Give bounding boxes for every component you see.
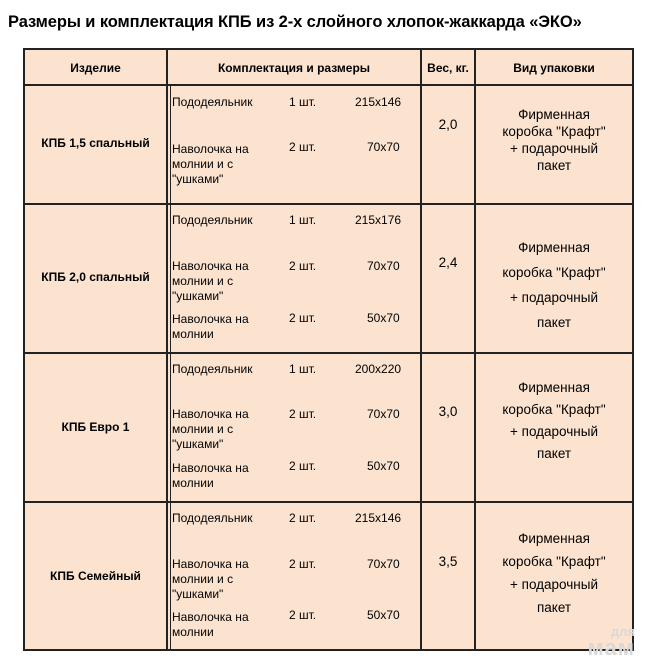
item-qty: 2 шт.: [289, 608, 317, 622]
pack-line: пакет: [536, 315, 572, 330]
kit-table: [23, 48, 634, 651]
item-name: Пододеяльник: [172, 213, 253, 227]
pack-line: пакет: [536, 446, 572, 461]
item-qty: 1 шт.: [289, 95, 317, 109]
row-weight: 2,4: [438, 255, 458, 270]
item-qty: 2 шт.: [289, 140, 317, 154]
item-name: Наволочка на молнии: [172, 312, 249, 341]
pack-line: + подарочный: [510, 424, 598, 439]
row-pack: [476, 106, 632, 174]
item-qty: 1 шт.: [289, 213, 317, 227]
header-weight: Вес, кг.: [427, 61, 469, 75]
item-qty: 2 шт.: [289, 259, 317, 273]
item-name: Наволочка на молнии и с "ушками": [172, 407, 249, 451]
row-pack: [476, 377, 632, 465]
item-qty: 1 шт.: [289, 362, 317, 376]
row-pack: [476, 527, 632, 619]
pack-line: коробка "Крафт": [502, 554, 606, 569]
pack-line: пакет: [536, 158, 572, 173]
row-product: КПБ Семейный: [50, 569, 141, 583]
item-name: Наволочка на молнии: [172, 461, 249, 490]
item-size: 215x146: [355, 511, 402, 525]
pack-line: Фирменная: [518, 107, 590, 122]
header-kit: Комплектация и размеры: [217, 61, 371, 75]
item-name: Пододеяльник: [172, 95, 253, 109]
item-size: 215x146: [355, 95, 402, 109]
watermark-logo: [587, 624, 636, 660]
pack-line: Фирменная: [518, 240, 590, 255]
page-title: Размеры и комплектация КПБ из 2-х слойного хлопок-жаккарда «ЭКО»: [8, 13, 582, 31]
pack-line: коробка "Крафт": [502, 124, 606, 139]
item-qty: 2 шт.: [289, 557, 317, 571]
item-size: 215x176: [355, 213, 402, 227]
row-weight: 2,0: [438, 117, 458, 132]
pack-line: + подарочный: [510, 141, 598, 156]
pack-line: + подарочный: [510, 290, 598, 305]
item-qty: 2 шт.: [289, 459, 317, 473]
row-weight: 3,0: [438, 404, 458, 419]
item-name: Пододеяльник: [172, 362, 253, 376]
pack-line: коробка "Крафт": [502, 265, 606, 280]
row-product: КПБ 2,0 спальный: [41, 270, 150, 284]
item-name: Наволочка на молнии и с "ушками": [172, 142, 249, 186]
item-size: 70x70: [367, 557, 400, 571]
item-qty: 2 шт.: [289, 511, 317, 525]
row-product: КПБ Евро 1: [61, 420, 130, 434]
pack-line: пакет: [536, 600, 572, 615]
item-name: Наволочка на молнии и с "ушками": [172, 259, 249, 303]
header-product: Изделие: [70, 61, 121, 75]
item-size: 50x70: [367, 608, 400, 622]
item-size: 50x70: [367, 459, 400, 473]
row-divider: [25, 352, 632, 354]
row-weight: 3,5: [438, 554, 458, 569]
kit-inner-divider: [170, 86, 171, 649]
item-size: 200x220: [355, 362, 402, 376]
item-size: 50x70: [367, 311, 400, 325]
watermark-line: для: [610, 624, 635, 639]
item-name: Наволочка на молнии: [172, 610, 249, 639]
row-divider: [25, 501, 632, 503]
row-divider: [25, 203, 632, 205]
item-qty: 2 шт.: [289, 407, 317, 421]
header-pack: Вид упаковки: [513, 61, 595, 75]
pack-line: Фирменная: [518, 380, 590, 395]
item-size: 70x70: [367, 140, 400, 154]
item-size: 70x70: [367, 407, 400, 421]
row-product: КПБ 1,5 спальный: [41, 136, 150, 150]
row-pack: [476, 235, 632, 335]
pack-line: Фирменная: [518, 531, 590, 546]
item-size: 70x70: [367, 259, 400, 273]
item-qty: 2 шт.: [289, 311, 317, 325]
pack-line: коробка "Крафт": [502, 402, 606, 417]
col-divider: [166, 50, 168, 649]
pack-line: + подарочный: [510, 577, 598, 592]
item-name: Наволочка на молнии и с "ушками": [172, 557, 249, 601]
watermark-line: мам: [587, 635, 635, 660]
item-name: Пододеяльник: [172, 511, 253, 525]
